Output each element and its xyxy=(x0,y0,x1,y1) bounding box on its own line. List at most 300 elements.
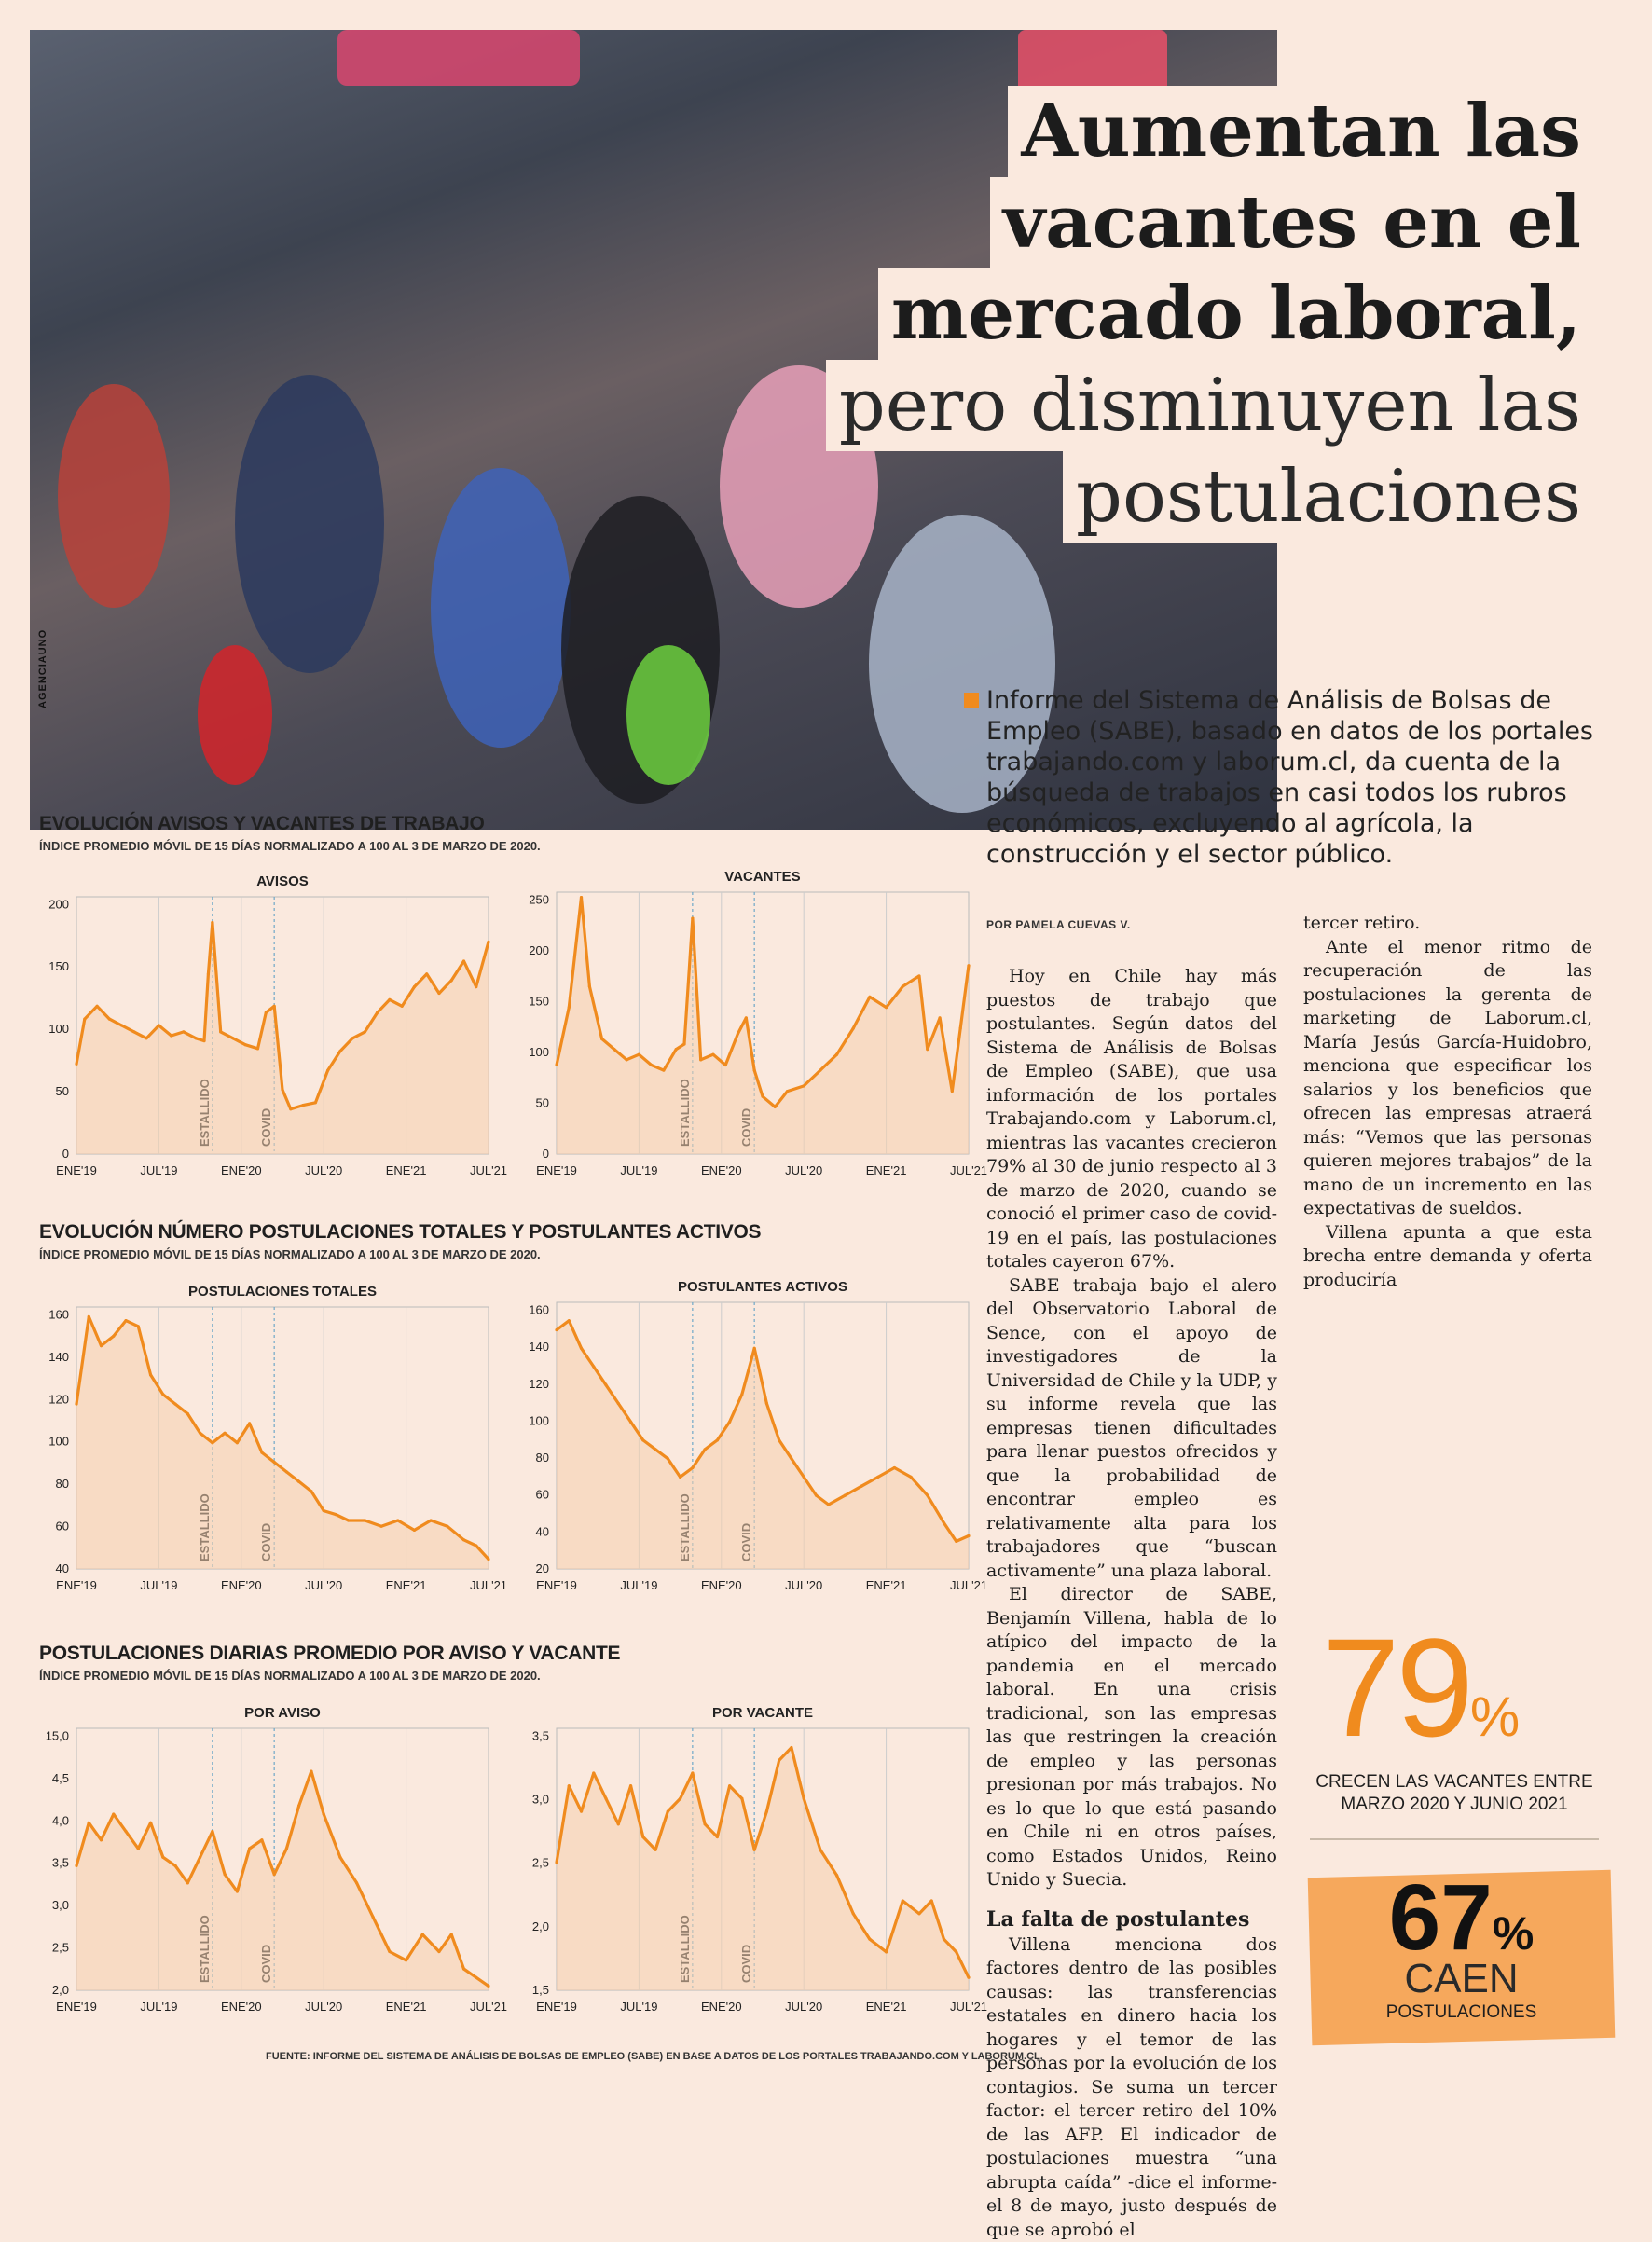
chart-avisos xyxy=(28,867,494,1197)
x-tick-label: JUL'20 xyxy=(785,1578,822,1592)
y-tick-label: 100 xyxy=(48,1022,69,1036)
article-subhead: La falta de postulantes xyxy=(986,1907,1277,1932)
stat-67: 67% xyxy=(1310,1869,1613,1983)
y-tick-label: 250 xyxy=(529,892,549,906)
data-point xyxy=(617,1402,620,1405)
section-title-2: EVOLUCIÓN NÚMERO POSTULACIONES TOTALES Y POSTULANTES ACTIVOS xyxy=(39,1221,761,1244)
data-point xyxy=(740,1393,743,1396)
x-tick-label: ENE'20 xyxy=(701,1578,742,1592)
data-point xyxy=(273,1873,276,1876)
data-point xyxy=(256,1047,259,1050)
data-point xyxy=(592,1771,595,1774)
headline-line-3: mercado laboral, xyxy=(878,268,1594,360)
article-paragraph: Villena menciona dos factores dentro de las posibles causas: las transferencias estatales en dinero hacia los hogares y el temor de las personas por la evolución de los contagios. Se suma un tercer factor: el tercer retiro del 10% de las AFP. El indicador de postulaciones muestra “una abrupta caída” -dice el informe- el 8 de mayo, justo después de que se aprobó el xyxy=(986,1933,1277,2242)
data-point xyxy=(100,1838,103,1841)
data-point xyxy=(592,1365,595,1368)
data-point xyxy=(930,1899,933,1902)
summary-text: Informe del Sistema de Análisis de Bolsas de Empleo (SABE), basado en datos de los portales trabajando.com y laborum.cl, da cuenta de la búsqueda de trabajos en casi todos los rubros económicos, excluyendo al agrícola, la construcción y el sector público. xyxy=(986,686,1593,869)
data-point xyxy=(462,959,465,962)
section-subtitle-1: ÍNDICE PROMEDIO MÓVIL DE 15 DÍAS NORMALIZADO A 100 AL 3 DE MARZO DE 2020. xyxy=(39,839,541,853)
x-tick-label: JUL'19 xyxy=(620,1578,657,1592)
data-point xyxy=(910,1476,913,1479)
data-point xyxy=(244,1043,247,1046)
data-point xyxy=(790,1746,792,1749)
data-point xyxy=(224,1873,227,1876)
data-point xyxy=(446,1525,448,1528)
data-point xyxy=(917,1912,920,1915)
y-tick-label: 60 xyxy=(56,1520,69,1534)
data-point xyxy=(893,1466,896,1469)
data-point xyxy=(285,1847,288,1850)
x-tick-label: ENE'20 xyxy=(221,2000,262,2014)
data-point xyxy=(437,1950,440,1953)
x-tick-label: ENE'20 xyxy=(221,1578,262,1592)
data-point xyxy=(761,1095,764,1098)
section-subtitle-2: ÍNDICE PROMEDIO MÓVIL DE 15 DÍAS NORMALIZADO A 100 AL 3 DE MARZO DE 2020. xyxy=(39,1247,541,1261)
data-point xyxy=(379,1525,382,1528)
data-point xyxy=(765,1809,768,1812)
data-point xyxy=(302,1104,305,1107)
y-tick-label: 3,5 xyxy=(52,1856,69,1870)
data-point xyxy=(711,1053,714,1056)
x-tick-label: JUL'21 xyxy=(950,1578,987,1592)
headline xyxy=(826,86,1594,543)
section-title-3: POSTULACIONES DIARIAS PROMEDIO POR AVISO Y VACANTE xyxy=(39,1643,620,1665)
data-point xyxy=(885,1006,888,1009)
x-tick-label: JUL'20 xyxy=(785,2000,822,2014)
data-point xyxy=(955,1950,957,1953)
data-point xyxy=(388,1950,391,1953)
data-point xyxy=(355,1881,358,1884)
data-point xyxy=(430,1519,433,1521)
data-point xyxy=(815,1494,818,1497)
summary xyxy=(986,685,1602,870)
bullet-square-icon xyxy=(964,693,979,708)
data-point xyxy=(137,1847,140,1850)
data-point xyxy=(224,1432,227,1435)
y-tick-label: 3,0 xyxy=(52,1898,69,1912)
data-point xyxy=(195,1037,198,1039)
data-point xyxy=(182,1030,185,1033)
data-point xyxy=(96,1005,99,1008)
data-point xyxy=(364,1030,366,1033)
data-point xyxy=(737,1032,739,1035)
data-point xyxy=(580,1347,583,1350)
data-point xyxy=(248,1422,251,1424)
y-tick-label: 100 xyxy=(48,1435,69,1449)
data-point xyxy=(555,1064,558,1066)
x-tick-label: ENE'20 xyxy=(701,1163,742,1177)
data-point xyxy=(778,1438,780,1441)
data-point xyxy=(124,1319,127,1322)
data-point xyxy=(959,1027,962,1030)
x-tick-label: ENE'21 xyxy=(866,1578,907,1592)
x-tick-label: ENE'19 xyxy=(536,2000,577,2014)
data-point xyxy=(149,1373,152,1376)
data-point xyxy=(885,1950,888,1953)
data-point xyxy=(401,1005,404,1008)
y-tick-label: 50 xyxy=(56,1084,69,1098)
data-point xyxy=(199,1432,201,1435)
data-point xyxy=(260,1838,263,1841)
data-point xyxy=(679,1797,681,1800)
x-tick-label: ENE'21 xyxy=(386,2000,427,2014)
stat-67-word: CAEN xyxy=(1310,1958,1613,2001)
chart-postulantes-activos xyxy=(508,1272,974,1612)
data-point xyxy=(487,941,489,943)
data-point xyxy=(396,1519,399,1521)
y-tick-label: 60 xyxy=(536,1488,549,1502)
data-point xyxy=(938,1016,941,1019)
y-tick-label: 150 xyxy=(48,959,69,973)
data-point xyxy=(475,1976,477,1979)
data-point xyxy=(462,1967,465,1970)
x-tick-label: JUL'19 xyxy=(140,1163,177,1177)
data-point xyxy=(231,1037,234,1039)
data-point xyxy=(145,1037,148,1039)
headline-line-1: Aumentan las xyxy=(1008,86,1594,177)
article-paragraph: Ante el menor ritmo de recuperación de las postulaciones la gerenta de marketing de Laborum.cl, María Jesús García-Huidobro, menciona que especificar los salarios y los beneficios que ofrecen las empresas atraerá más: “Vemos que las personas quieren mejores trabajos” de la mano de un incremento en las expectativas de sueldos. xyxy=(1303,936,1592,1221)
data-point xyxy=(462,1538,465,1541)
y-tick-label: 200 xyxy=(529,943,549,957)
x-tick-label: JUL'21 xyxy=(470,2000,507,2014)
data-point xyxy=(202,1039,205,1042)
data-point xyxy=(835,1053,838,1056)
data-point xyxy=(699,1058,702,1061)
data-point xyxy=(83,1018,86,1021)
data-point xyxy=(207,972,210,975)
chart-title: VACANTES xyxy=(724,869,800,885)
y-tick-label: 40 xyxy=(56,1561,69,1575)
x-tick-label: ENE'21 xyxy=(386,1578,427,1592)
y-tick-label: 0 xyxy=(543,1147,549,1161)
data-point xyxy=(314,1101,317,1104)
y-tick-label: 4,5 xyxy=(52,1771,69,1785)
y-tick-label: 80 xyxy=(536,1451,549,1465)
article-paragraph: Hoy en Chile hay más puestos de trabajo que postulantes. Según datos del Sistema de Análisis de Bolsas de Empleo (SABE), que usa información de los portales Trabajando.com y Laborum.cl, mientras las vacantes crecieron 79% al 30 de junio respecto al 3 de marzo de 2020, cuando se conoció el primer caso de covid-19 en el país, las postulaciones totales cayeron 67%. xyxy=(986,965,1277,1274)
data-point xyxy=(236,1441,239,1444)
y-tick-label: 100 xyxy=(529,1045,549,1059)
data-point xyxy=(405,1959,407,1961)
data-point xyxy=(691,917,694,920)
x-tick-label: JUL'21 xyxy=(470,1163,507,1177)
x-tick-label: ENE'20 xyxy=(221,1163,262,1177)
data-point xyxy=(679,1476,681,1479)
data-point xyxy=(650,1064,653,1066)
data-point xyxy=(967,1976,970,1979)
data-point xyxy=(745,1016,748,1019)
data-point xyxy=(629,1784,632,1787)
stat-79: 79% xyxy=(1322,1617,1516,1787)
data-point xyxy=(487,1558,489,1561)
data-point xyxy=(437,992,440,995)
y-tick-label: 80 xyxy=(56,1477,69,1491)
data-point xyxy=(728,1421,731,1424)
data-point xyxy=(753,1347,756,1350)
x-tick-label: ENE'19 xyxy=(56,2000,97,2014)
x-tick-label: JUL'20 xyxy=(305,1578,342,1592)
data-point xyxy=(75,1402,77,1405)
data-point xyxy=(108,1018,111,1021)
y-tick-label: 2,0 xyxy=(52,1983,69,1997)
data-point xyxy=(604,1383,607,1386)
data-point xyxy=(88,1822,90,1824)
data-point xyxy=(588,985,591,988)
headline-line-5: postulaciones xyxy=(1063,451,1594,543)
y-tick-label: 2,5 xyxy=(52,1941,69,1955)
x-tick-label: JUL'20 xyxy=(785,1163,822,1177)
data-point xyxy=(704,1822,707,1825)
photo-credit: AGENCIAUNO xyxy=(37,629,48,708)
y-tick-label: 0 xyxy=(62,1147,69,1161)
series-area xyxy=(557,1748,969,1990)
data-point xyxy=(211,1441,213,1444)
data-point xyxy=(580,896,583,899)
chart-postulaciones-totales xyxy=(28,1277,494,1612)
y-tick-label: 160 xyxy=(529,1303,549,1317)
data-point xyxy=(844,1494,847,1497)
y-tick-label: 20 xyxy=(536,1561,549,1575)
x-tick-label: ENE'19 xyxy=(536,1163,577,1177)
data-point xyxy=(421,1933,424,1936)
series-area xyxy=(557,898,969,1154)
x-tick-label: JUL'20 xyxy=(305,1163,342,1177)
data-point xyxy=(186,1412,189,1415)
data-point xyxy=(613,1048,615,1051)
article-paragraph: SABE trabaja bajo el alero del Observatorio Laboral de Sence, con el apoyo de investigadores de la Universidad de Chile y la UDP, y su informe revela que las empresas tienen dificultades para llenar puestos ofrecidos y que la probabilidad de encontrar empleo es relativamente alta para los trabajadores que “buscan activamente” una plaza laboral. xyxy=(986,1274,1277,1584)
data-point xyxy=(236,1890,239,1892)
article-column-1 xyxy=(986,965,1277,2242)
data-point xyxy=(376,1011,379,1014)
data-point xyxy=(149,1822,152,1824)
data-point xyxy=(641,1836,644,1838)
x-tick-label: ENE'21 xyxy=(386,1163,427,1177)
chart-title: POSTULACIONES TOTALES xyxy=(188,1284,377,1300)
data-point xyxy=(682,1042,685,1045)
data-point xyxy=(667,1457,669,1460)
data-point xyxy=(568,1006,571,1009)
data-point xyxy=(629,1421,632,1424)
series-area xyxy=(76,923,489,1154)
data-point xyxy=(786,1090,789,1093)
data-point xyxy=(955,1540,957,1543)
article-paragraph: Villena apunta a que esta brecha entre demanda y oferta produciría xyxy=(1303,1221,1592,1293)
data-point xyxy=(667,1809,669,1812)
data-point xyxy=(158,1024,160,1026)
data-point xyxy=(347,1519,350,1521)
series-area xyxy=(76,1771,489,1990)
data-point xyxy=(902,1899,904,1902)
data-point xyxy=(860,1485,862,1488)
stat-67-caption: POSTULACIONES xyxy=(1310,2002,1613,2023)
x-tick-label: JUL'21 xyxy=(950,1163,987,1177)
data-point xyxy=(173,1864,176,1867)
data-point xyxy=(265,1011,268,1014)
y-tick-label: 3,0 xyxy=(532,1793,549,1807)
article-paragraph: tercer retiro. xyxy=(1303,912,1592,936)
data-point xyxy=(568,1319,571,1322)
data-point xyxy=(662,1068,665,1071)
data-point xyxy=(819,1849,821,1851)
data-point xyxy=(297,1480,300,1483)
y-tick-label: 150 xyxy=(529,994,549,1008)
data-point xyxy=(186,1881,189,1884)
chart-vacantes xyxy=(508,862,974,1197)
data-point xyxy=(219,1030,222,1033)
data-point xyxy=(388,998,391,1001)
data-point xyxy=(819,1068,821,1071)
x-tick-label: JUL'19 xyxy=(140,1578,177,1592)
data-point xyxy=(967,964,970,967)
data-point xyxy=(173,1402,176,1405)
data-point xyxy=(774,1106,777,1108)
data-point xyxy=(310,1769,312,1772)
data-point xyxy=(943,1938,945,1941)
x-tick-label: ENE'19 xyxy=(56,1578,97,1592)
data-point xyxy=(289,1107,292,1110)
byline: POR PAMELA CUEVAS V. xyxy=(986,918,1131,931)
headline-line-2: vacantes en el xyxy=(990,177,1594,268)
article-column-2 xyxy=(1303,912,1592,1292)
data-point xyxy=(487,1985,489,1988)
data-point xyxy=(137,1325,140,1327)
data-point xyxy=(691,1466,694,1469)
data-point xyxy=(273,1005,276,1008)
data-point xyxy=(248,1847,251,1850)
x-tick-label: JUL'19 xyxy=(620,1163,657,1177)
chart-title: POR AVISO xyxy=(244,1705,321,1721)
data-point xyxy=(600,1038,603,1040)
x-tick-label: JUL'20 xyxy=(305,2000,342,2014)
data-point xyxy=(926,1048,929,1051)
data-point xyxy=(868,1938,871,1941)
divider xyxy=(1310,1838,1599,1840)
data-point xyxy=(475,985,477,988)
data-point xyxy=(75,1063,77,1066)
x-tick-label: ENE'21 xyxy=(866,1163,907,1177)
data-point xyxy=(580,1809,583,1812)
data-point xyxy=(338,1856,341,1859)
data-point xyxy=(753,1068,756,1071)
data-point xyxy=(170,1034,172,1037)
headline-line-4: pero disminuyen las xyxy=(826,360,1594,451)
data-point xyxy=(716,1836,719,1838)
section-title-1: EVOLUCIÓN AVISOS Y VACANTES DE TRABAJO xyxy=(39,813,485,835)
y-tick-label: 1,5 xyxy=(532,1983,549,1997)
data-point xyxy=(827,1503,830,1506)
data-point xyxy=(803,1476,805,1479)
data-point xyxy=(364,1519,366,1521)
data-point xyxy=(161,1393,164,1396)
data-point xyxy=(132,1030,135,1033)
y-tick-label: 100 xyxy=(529,1413,549,1427)
data-point xyxy=(926,1494,929,1497)
y-tick-label: 140 xyxy=(529,1340,549,1354)
data-point xyxy=(323,1813,325,1816)
data-point xyxy=(199,1856,201,1859)
data-point xyxy=(852,1027,855,1030)
chart-title: POR VACANTE xyxy=(712,1705,813,1721)
x-tick-label: JUL'19 xyxy=(140,2000,177,2014)
data-point xyxy=(75,1864,77,1867)
data-point xyxy=(765,1402,768,1405)
data-point xyxy=(285,1470,288,1473)
data-point xyxy=(724,1064,727,1066)
y-tick-label: 120 xyxy=(529,1377,549,1391)
data-point xyxy=(641,1438,644,1441)
data-point xyxy=(338,1050,341,1052)
data-point xyxy=(211,1830,213,1833)
series-area xyxy=(76,1316,489,1569)
chart-title: POSTULANTES ACTIVOS xyxy=(678,1279,847,1295)
x-tick-label: JUL'21 xyxy=(470,1578,507,1592)
data-point xyxy=(967,1534,970,1537)
y-tick-label: 160 xyxy=(48,1307,69,1321)
data-point xyxy=(413,985,416,988)
series-area xyxy=(557,1321,969,1569)
data-point xyxy=(790,1457,792,1460)
data-point xyxy=(876,1476,879,1479)
x-tick-label: ENE'19 xyxy=(56,1163,97,1177)
x-tick-label: ENE'21 xyxy=(866,2000,907,2014)
data-point xyxy=(604,1797,607,1800)
data-point xyxy=(716,1438,719,1441)
data-point xyxy=(675,1048,678,1051)
data-point xyxy=(638,1053,640,1056)
data-point xyxy=(425,972,428,975)
data-point xyxy=(260,1451,263,1454)
y-tick-label: 120 xyxy=(48,1392,69,1406)
y-tick-label: 15,0 xyxy=(46,1728,69,1742)
data-point xyxy=(281,1088,283,1091)
y-tick-label: 200 xyxy=(48,897,69,911)
data-point xyxy=(323,1509,325,1512)
stat-79-caption: CRECEN LAS VACANTES ENTRE MARZO 2020 Y JUNIO 2021 xyxy=(1310,1771,1599,1816)
y-tick-label: 40 xyxy=(536,1524,549,1538)
data-point xyxy=(691,1771,694,1774)
article-paragraph: El director de SABE, Benjamín Villena, habla de lo atípico del impacto de la pandemia en el mercado laboral. En una crisis tradicional, son las empresas las que restringen la creación de empleo y las personas presionan por más trabajos. No es lo que lo que está pasando en Chile ni en otros países, como Estados Unidos, Reino Unido y Suecia. xyxy=(986,1583,1277,1892)
data-point xyxy=(835,1874,838,1877)
data-point xyxy=(617,1822,620,1825)
data-point xyxy=(943,1521,945,1524)
chart-por-vacante xyxy=(508,1699,974,2033)
data-point xyxy=(740,1797,743,1800)
data-point xyxy=(654,1849,656,1851)
data-point xyxy=(951,1090,954,1093)
data-point xyxy=(372,1916,375,1919)
y-tick-label: 140 xyxy=(48,1350,69,1364)
data-point xyxy=(450,1933,453,1936)
data-point xyxy=(326,1069,329,1072)
data-point xyxy=(704,1448,707,1451)
data-point xyxy=(273,1461,276,1464)
data-point xyxy=(654,1448,656,1451)
data-point xyxy=(778,1759,780,1762)
data-point xyxy=(728,1784,731,1787)
data-point xyxy=(475,1544,477,1547)
chart-title: AVISOS xyxy=(256,873,309,889)
data-point xyxy=(112,1813,115,1816)
data-point xyxy=(335,1513,337,1516)
data-point xyxy=(161,1856,164,1859)
data-point xyxy=(852,1912,855,1915)
data-point xyxy=(211,921,213,924)
source-note: FUENTE: INFORME DEL SISTEMA DE ANÁLISIS DE BOLSAS DE EMPLEO (SABE) EN BASE A DATOS DE LOS PORTALES TRABAJANDO.COM Y LABORUM.CL. xyxy=(266,2051,1043,2062)
y-tick-label: 2,5 xyxy=(532,1856,549,1870)
data-point xyxy=(112,1335,115,1338)
data-point xyxy=(88,1315,90,1318)
data-point xyxy=(555,1328,558,1331)
